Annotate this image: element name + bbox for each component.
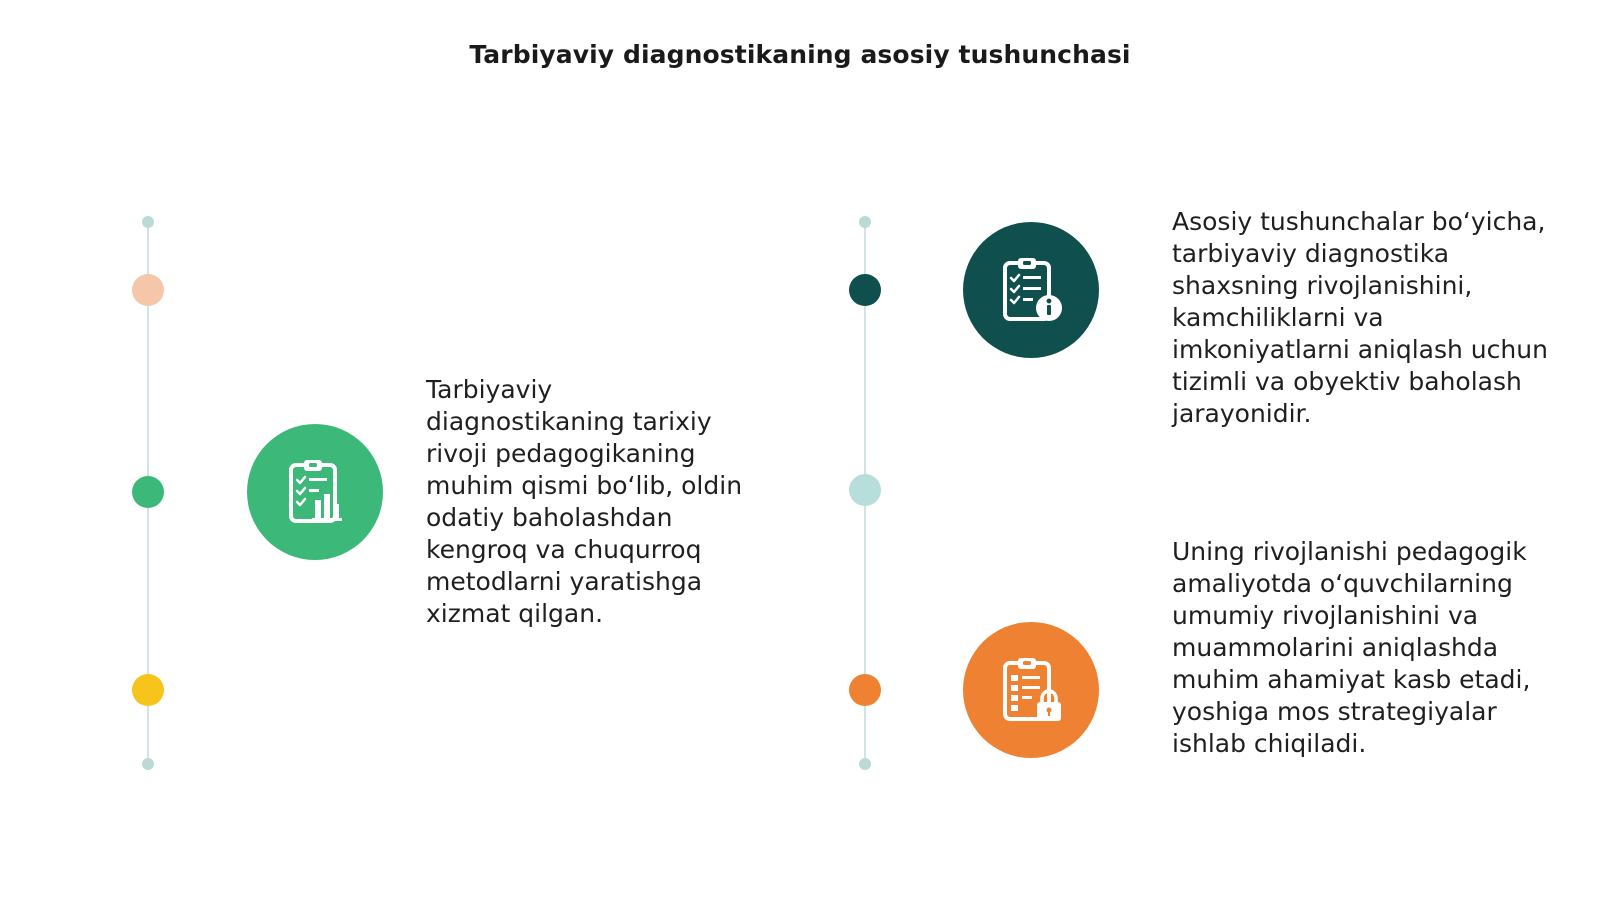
timeline-endpoint bbox=[142, 758, 154, 770]
timeline-marker-lightteal bbox=[849, 474, 881, 506]
timeline-marker-orange bbox=[849, 674, 881, 706]
timeline-marker-yellow bbox=[132, 674, 164, 706]
timeline-marker-green bbox=[132, 476, 164, 508]
item-text-concepts: Asosiy tushunchalar bo‘yicha, tarbiyaviy diagnostika shaxsning rivojlanishini, kamchiliklarni va imkoniyatlarni aniqlash uchun tizimli va obyektiv baholash jarayonidir. bbox=[1172, 207, 1548, 428]
clipboard-lock-icon bbox=[995, 654, 1067, 726]
item-badge-history bbox=[247, 424, 383, 560]
timeline-marker-teal bbox=[849, 274, 881, 306]
item-badge-development bbox=[963, 622, 1099, 758]
item-text-development: Uning rivojlanishi pedagogik amaliyotda o‘quvchilarning umumiy rivojlanishini va muammolarini aniqlashda muhim ahamiyat kasb etadi, yoshiga mos strategiyalar ishlab chiqiladi. bbox=[1172, 537, 1531, 758]
page-title: Tarbiyaviy diagnostikaning asosiy tushunchasi bbox=[469, 40, 1131, 69]
item-text-history: Tarbiyaviy diagnostikaning tarixiy rivoji pedagogikaning muhim qismi bo‘lib, oldin odatiy baholashdan kengroq va chuqurroq metodlarni yaratishga xizmat qilgan. bbox=[426, 375, 743, 628]
clipboard-info-icon bbox=[995, 254, 1067, 326]
item-badge-concepts bbox=[963, 222, 1099, 358]
timeline-endpoint bbox=[142, 216, 154, 228]
timeline-endpoint bbox=[859, 216, 871, 228]
timeline-endpoint bbox=[859, 758, 871, 770]
timeline-marker-peach bbox=[132, 274, 164, 306]
clipboard-chart-icon bbox=[279, 456, 351, 528]
